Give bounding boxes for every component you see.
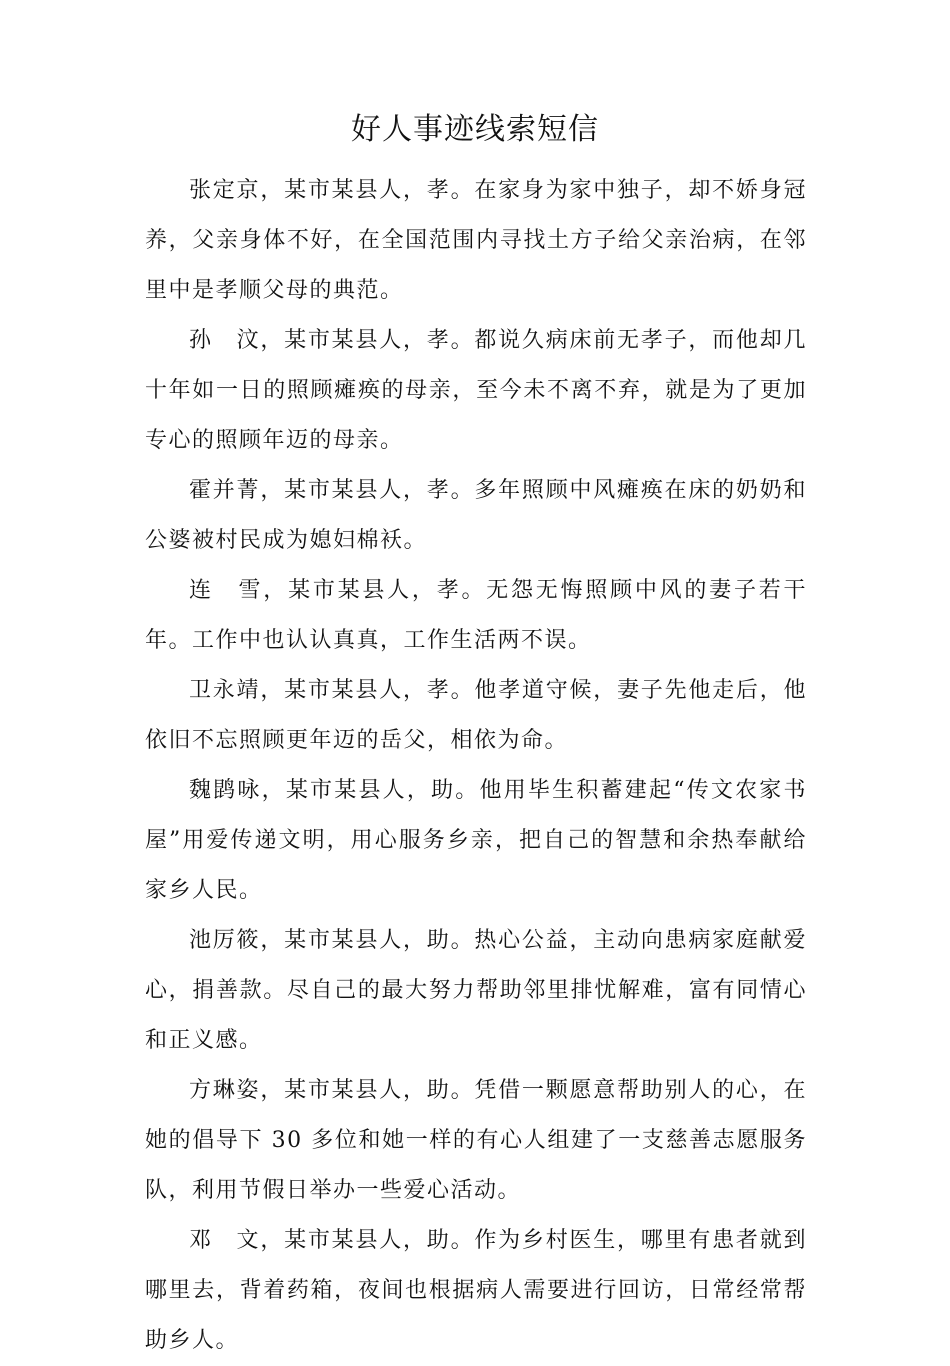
document-body: [145, 166, 807, 1366]
paragraph-fang-linzi: 方琳姿，某市某县人，助。凭借一颗愿意帮助别人的心，在她的倡导下 30 多位和她一样的有心人组建了一支慈善志愿服务队，利用节假日举办一些爱心活动。: [145, 1078, 807, 1203]
paragraph-sun-wen: 孙 汶，某市某县人，孝。都说久病床前无孝子，而他却几十年如一日的照顾瘫痪的母亲，至今未不离不弃，就是为了更加专心的照顾年迈的母亲。: [145, 328, 807, 453]
paragraph-deng-wen: 邓 文，某市某县人，助。作为乡村医生，哪里有患者就到哪里去，背着药箱，夜间也根据病人需要进行回访，日常经常帮助乡人。: [145, 1228, 807, 1353]
paragraph-wei-kunyong: 魏鹍咏，某市某县人，助。他用毕生积蓄建起“传文农家书屋”用爱传递文明，用心服务乡亲，把自己的智慧和余热奉献给家乡人民。: [145, 778, 807, 903]
document-title: 好人事迹线索短信: [351, 112, 599, 147]
paragraph-huo-bingjing: 霍并菁，某市某县人，孝。多年照顾中风瘫痪在床的奶奶和公婆被村民成为媳妇棉袄。: [145, 478, 807, 553]
paragraph-wei-yongjing: 卫永靖，某市某县人，孝。他孝道守候，妻子先他走后，他依旧不忘照顾更年迈的岳父，相依为命。: [145, 678, 807, 753]
paragraph-chi-lixiao: 池厉筱，某市某县人，助。热心公益，主动向患病家庭献爱心，捐善款。尽自己的最大努力帮助邻里排忧解难，富有同情心和正义感。: [145, 928, 807, 1053]
paragraph-lian-xue: 连 雪，某市某县人，孝。无怨无悔照顾中风的妻子若干年。工作中也认认真真，工作生活两不误。: [145, 578, 807, 653]
paragraph-zhang-dingjing: 张定京，某市某县人，孝。在家身为家中独子，却不娇身冠养，父亲身体不好，在全国范围内寻找土方子给父亲治病，在邻里中是孝顺父母的典范。: [145, 178, 807, 303]
